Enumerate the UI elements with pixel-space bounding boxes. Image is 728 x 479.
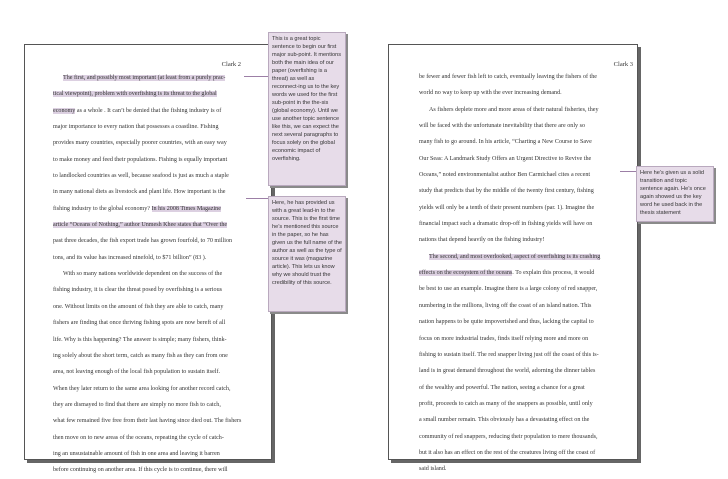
text-line (419, 183, 635, 199)
line-text: many fish to go around. In his article, “Charting a New Course to Save (419, 139, 592, 146)
text-line (419, 331, 635, 347)
line-text: world no way to keep up with the ever increasing demand. (419, 90, 562, 97)
text-line (419, 118, 635, 134)
line-text: as a whole . It can’t be denied that the fishing industry is of (75, 107, 222, 114)
text-line (53, 103, 267, 119)
page-header: Clark 2 (221, 61, 241, 68)
text-line (419, 200, 635, 216)
highlighted-text: economy (53, 107, 76, 114)
comment-connector (246, 198, 268, 199)
text-line (53, 282, 267, 298)
line-text: of the wealthy and powerful. The nation, seeing a chance for a great (419, 384, 585, 391)
line-text: profit, proceeds to catch as many of the snappers as possible, until only (419, 400, 593, 407)
line-text: With so many nations worldwide dependent on the success of the (63, 271, 223, 278)
line-text: financial impact such a dramatic drop-off in fishing yields will have on (419, 221, 593, 228)
highlighted-text: The second, and most overlooked, aspect of overfishing is its crashing (429, 253, 601, 260)
line-text: tons, and its value has increased ninefold, to $71 billion” (83 ). (53, 254, 207, 261)
text-line (53, 86, 267, 102)
text-line (53, 397, 267, 413)
text-line (53, 413, 267, 429)
text-line (419, 232, 635, 248)
text-line (419, 102, 635, 118)
text-line (419, 396, 635, 412)
highlighted-text: The first, and possibly most important (at least from a purely prac- (63, 75, 226, 81)
line-text: study that predicts that by the middle of the twenty first century, fishing (419, 188, 594, 195)
line-text: they are dismayed to find that there are simply no more fish to catch, (53, 401, 221, 408)
line-text: When they later return to the same area looking for another record catch, (53, 385, 231, 392)
text-line (53, 446, 267, 462)
line-text: one. Without limits on the amount of fish they are able to catch, many (53, 303, 224, 310)
line-text: be best to use an example. Imagine there is a large colony of red snapper, (419, 286, 598, 293)
text-line (53, 184, 267, 200)
line-text: before continuing on another area. If this cycle is to continue, there will (53, 467, 228, 474)
text-line (419, 85, 635, 101)
line-text: provides many countries, especially poorer countries, with an easy way (53, 140, 227, 147)
line-text: nation happens to be quite impoverished and thus, lacking the capital to (419, 319, 594, 326)
line-text: past three decades, the fish export trade has grown fourfold, to 70 million (53, 238, 233, 245)
line-text: ing solely about the short term, catch as many fish as they can from one (53, 352, 228, 359)
text-line (53, 135, 267, 151)
text-line (419, 216, 635, 232)
line-text: fishing industry to the global economy? (53, 205, 152, 212)
highlighted-text: tical viewpoint), problem with overfishing is its threat to the global (53, 91, 217, 98)
text-line (53, 430, 267, 446)
text-line (53, 332, 267, 348)
line-text: area, not leaving enough of the local fish population to sustain itself. (53, 369, 221, 376)
line-text: numbering in the millions, living off the coast of an island nation. This (419, 302, 592, 309)
line-text: Our Seas: A Landmark Study Offers an Urgent Directive to Revive the (419, 155, 592, 162)
line-text: a small number remain. This obviously has a devastating effect on the (419, 417, 590, 424)
text-line (53, 201, 267, 217)
line-text: land is in great demand throughout the world, adorning the dinner tables (419, 368, 596, 375)
line-text: major importance to every nation that possesses a coastline. Fishing (53, 124, 219, 131)
line-text: will be faced with the unfortunate inevitability that there are only so (419, 123, 586, 130)
text-line (53, 152, 267, 168)
comment-text: This is a great topic sentence to begin our first major sub-point. It mentions both the main idea of our paper (overfishing is a threat) as well as reconnect-ing us to the key words we used for the first sub-point in the the-sis (global economy). Until we use another topic sentence like this, we can expect the next several paragraphs to focus solely on the global economic impact of overfishing. (272, 36, 342, 162)
text-line (53, 348, 267, 364)
comment-text: Here he’s given us a solid transition and topic sentence again. He’s once again showed us the key word he used back in the thesis statement (640, 170, 706, 216)
text-line (53, 315, 267, 331)
document-page-left (24, 44, 272, 474)
line-text: nations that depend heavily on the fishing industry! (419, 237, 545, 244)
text-line (53, 233, 267, 249)
comment-balloon[interactable] (268, 32, 346, 186)
text-line (53, 217, 267, 233)
text-line (419, 461, 635, 477)
line-text: in many national diets as livestock and plant life. How important is the (53, 189, 226, 196)
line-text: but it also has an effect on the rest of the creatures living off the coast of (419, 449, 596, 456)
highlighted-text: effects on the ecosystem of the oceans (419, 270, 513, 277)
text-line (419, 249, 635, 265)
text-line (53, 381, 267, 397)
text-line (53, 364, 267, 380)
text-line (419, 69, 635, 85)
comment-text: Here, he has provided us with a great lead-in to the source. This is the first time he’s mentioned this source in the paper, so he has given us the full name of the author as well as the type of source it was (magazine article). This lets us know why we should trust the credibility of this source. (272, 200, 342, 286)
text-line (419, 281, 635, 297)
comment-balloon[interactable] (636, 166, 714, 222)
text-line (53, 299, 267, 315)
text-line (53, 266, 267, 282)
page-header: Clark 3 (613, 61, 633, 68)
line-text: fishing industry, it is clear the threat posed by overfishing is a serious (53, 287, 223, 294)
comment-connector (244, 76, 268, 77)
highlighted-text: article “Oceans of Nothing,” author Unmesh Khee states that “Over the (53, 222, 228, 229)
text-line (419, 151, 635, 167)
line-text: then move on to new areas of the oceans, repeating the cycle of catch- (53, 434, 224, 441)
text-line (53, 250, 267, 266)
line-text: be fewer and fewer fish left to catch, eventually leaving the fishers of the (419, 74, 597, 80)
text-line (53, 168, 267, 184)
text-line (419, 347, 635, 363)
line-text: to landlocked countries as well, because seafood is just as much a staple (53, 173, 229, 180)
line-text: focus on more industrial trades, finds itself relying more and more on (419, 335, 589, 342)
text-line (419, 412, 635, 428)
line-text: to make money and feed their populations. Fishing is equally important (53, 156, 228, 163)
page-body (419, 69, 635, 478)
line-text: life. Why is this happening? The answer is simple; many fishers, think- (53, 336, 227, 343)
text-line (419, 314, 635, 330)
line-text: As fishers deplete more and more areas of their natural fisheries, they (429, 106, 599, 113)
text-line (419, 429, 635, 445)
line-text: what few remained five free from their last having since died out. The fishers (53, 418, 242, 425)
line-text: community of red snappers, reducing their population to mere thousands, (419, 433, 598, 440)
text-line (53, 70, 267, 86)
text-line (53, 119, 267, 135)
line-text: said island. (419, 466, 447, 473)
text-line (53, 462, 267, 478)
line-text: fishing to sustain itself. The red snapper living just off the coast of this is- (419, 351, 599, 358)
document-page-right (388, 44, 638, 473)
text-line (419, 167, 635, 183)
line-text: yields will only be a tenth of their present numbers (par. 1). Imagine the (419, 204, 595, 211)
highlighted-text: In his 2008 Times Magazine (151, 205, 221, 212)
line-text: ing an unsustainable amount of fish in one area and leaving it barren (53, 450, 220, 457)
text-line (419, 298, 635, 314)
text-line (419, 380, 635, 396)
line-text: . To explain this process, it would (512, 270, 595, 277)
text-line (419, 134, 635, 150)
text-line (419, 265, 635, 281)
text-line (419, 445, 635, 461)
text-line (419, 363, 635, 379)
line-text: Oceans,” noted environmentalist author Ben Carmichael cites a recent (419, 172, 591, 179)
comment-connector (620, 171, 636, 172)
line-text: fishers are finding that once thriving fishing spots are now bereft of all (53, 320, 226, 327)
page-body (53, 70, 267, 479)
comment-balloon[interactable] (268, 196, 346, 312)
